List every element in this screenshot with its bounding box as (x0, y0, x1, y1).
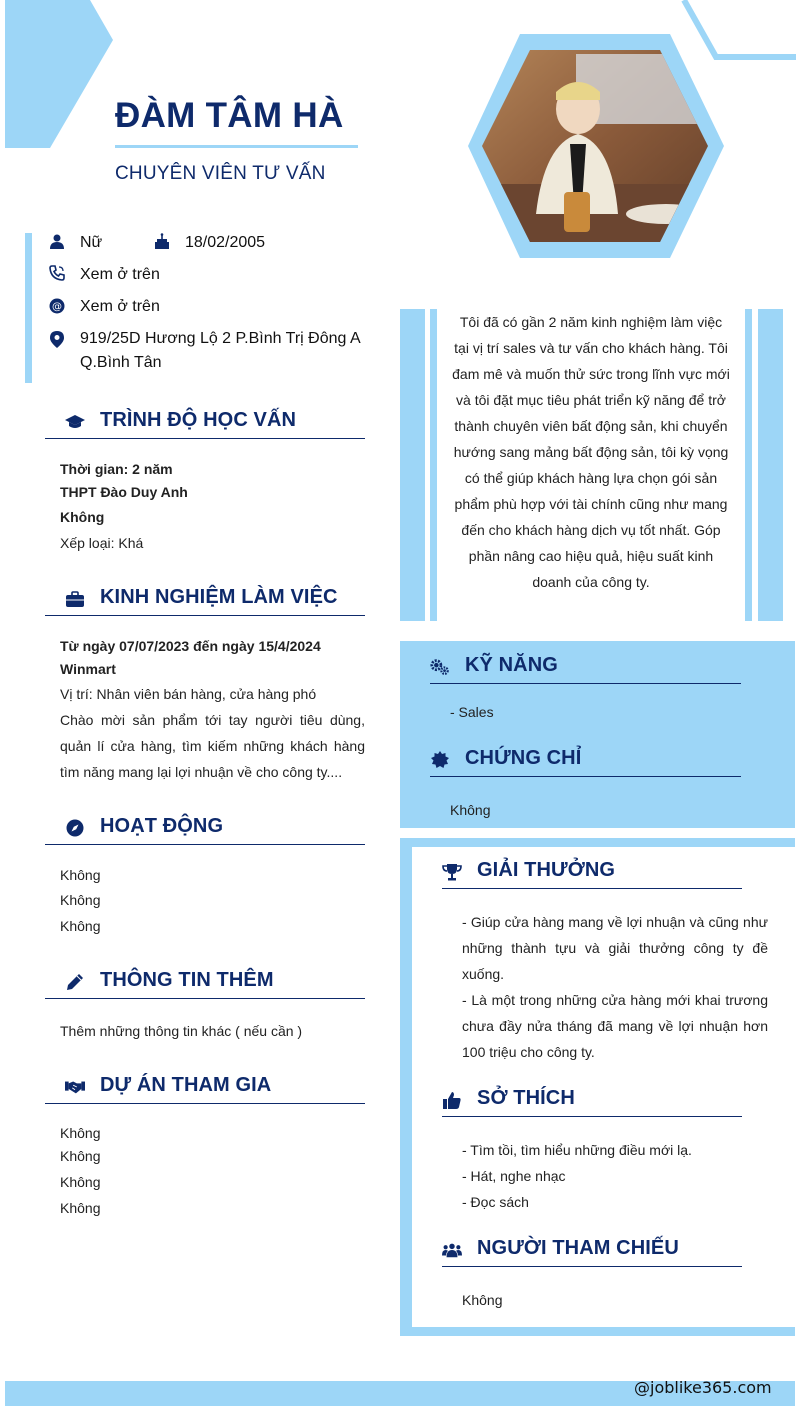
location-pin-icon (49, 331, 65, 347)
name-underline (115, 145, 358, 148)
additional-info-text: Thêm những thông tin khác ( nếu cần ) (60, 1023, 303, 1039)
contact-accent-bar (25, 233, 32, 383)
skills-text: - Sales (450, 704, 494, 720)
users-group-icon (442, 1241, 462, 1259)
additional-info-heading: THÔNG TIN THÊM (45, 967, 365, 999)
person-icon (49, 233, 65, 249)
thumbs-up-icon (442, 1091, 462, 1109)
experience-period: Từ ngày 07/07/2023 đến ngày 15/4/2024 (60, 638, 321, 654)
experience-company: Winmart (60, 661, 116, 677)
activity-item: Không (60, 892, 101, 908)
experience-description: Chào mời sản phẩm tới tay người tiêu dùng, quản lí cửa hàng, tìm kiếm những khách hàng tìm năng mang lại lợi nhuận về cho công ty.... (60, 712, 365, 780)
graduation-cap-icon (65, 413, 85, 431)
pencil-icon (65, 973, 85, 991)
career-summary: Tôi đã có gần 2 năm kinh nghiệm làm việc tại vị trí sales và tư vấn cho khách hàng. Tôi đam mê và muốn thử sức trong lĩnh vực mới và tôi đặt mục tiêu phát triển kỹ năng để trở thành chuyên viên bất động sản, khi chuyển hướng sang mảng bất động sản, tôi kỳ vọng có thể giúp khách hàng lựa chọn gói sản phẩm phù hợp với tài chính cũng như mang đến cho khách hàng dịch vụ tốt nhất. Góp phần nâng cao hiệu quả, hiệu suất kinh doanh của công ty. (452, 314, 730, 590)
education-grade: Xếp loại: Khá (60, 535, 144, 551)
hobby-item: - Tìm tồi, tìm hiểu những điều mới lạ. (462, 1142, 692, 1158)
project-item: Không (60, 1125, 101, 1141)
project-item: Không (60, 1148, 101, 1164)
education-major: Không (60, 509, 105, 525)
briefcase-icon (65, 590, 85, 608)
projects-heading: DỰ ÁN THAM GIA (45, 1072, 365, 1104)
awards-heading: GIẢI THƯỞNG (442, 857, 742, 889)
address-line-1: 919/25D Hương Lộ 2 P.Bình Trị Đông A (80, 330, 361, 347)
experience-heading: KINH NGHIỆM LÀM VIỆC (45, 584, 365, 616)
hobby-item: - Đọc sách (462, 1194, 529, 1210)
skills-heading: KỸ NĂNG (430, 652, 741, 684)
birthday-text: 18/02/2005 (185, 234, 266, 251)
profile-photo (466, 34, 726, 260)
phone-icon (49, 265, 65, 281)
footer-watermark: @joblike365.com (634, 1378, 772, 1397)
project-item: Không (60, 1174, 101, 1190)
corner-decoration-left (0, 0, 120, 150)
gender-text: Nữ (80, 234, 103, 251)
activity-item: Không (60, 867, 101, 883)
project-item: Không (60, 1200, 101, 1216)
gears-icon (430, 658, 450, 676)
handshake-icon (65, 1078, 85, 1096)
candidate-name: ĐÀM TÂM HÀ (115, 96, 344, 135)
email-text: Xem ở trên (80, 298, 160, 315)
birthday-cake-icon (154, 233, 170, 249)
references-text: Không (462, 1292, 503, 1308)
hobby-item: - Hát, nghe nhạc (462, 1168, 566, 1184)
hobbies-heading: SỞ THÍCH (442, 1085, 742, 1117)
summary-accent-bar (745, 309, 752, 621)
education-heading: TRÌNH ĐỘ HỌC VẤN (45, 407, 365, 439)
education-school: THPT Đào Duy Anh (60, 484, 188, 500)
award-item: - Giúp cửa hàng mang về lợi nhuận và cũng như những thành tựu và giải thưởng công ty đề xuống. (462, 914, 768, 982)
activities-heading: HOẠT ĐỘNG (45, 813, 365, 845)
summary-accent-bar (400, 309, 425, 621)
trophy-icon (442, 863, 462, 881)
phone-text: Xem ở trên (80, 266, 160, 283)
certificates-heading: CHỨNG CHỈ (430, 745, 741, 777)
compass-icon (65, 819, 85, 837)
svg-text:@: @ (52, 301, 62, 313)
job-title: CHUYÊN VIÊN TƯ VẤN (115, 163, 326, 184)
email-at-icon (49, 298, 65, 314)
experience-position: Vị trí: Nhân viên bán hàng, cửa hàng phó (60, 686, 317, 702)
activity-item: Không (60, 918, 101, 934)
summary-accent-bar (430, 309, 437, 621)
certificates-text: Không (450, 802, 491, 818)
education-time: Thời gian: 2 năm (60, 461, 173, 477)
references-heading: NGƯỜI THAM CHIẾU (442, 1235, 742, 1267)
summary-accent-bar (758, 309, 783, 621)
address-line-2: Q.Bình Tân (80, 354, 162, 371)
certificate-badge-icon (430, 751, 450, 769)
award-item: - Là một trong những cửa hàng mới khai trương chưa đầy nửa tháng đã mang về lợi nhuận hơn 100 triệu cho công ty. (462, 992, 768, 1060)
